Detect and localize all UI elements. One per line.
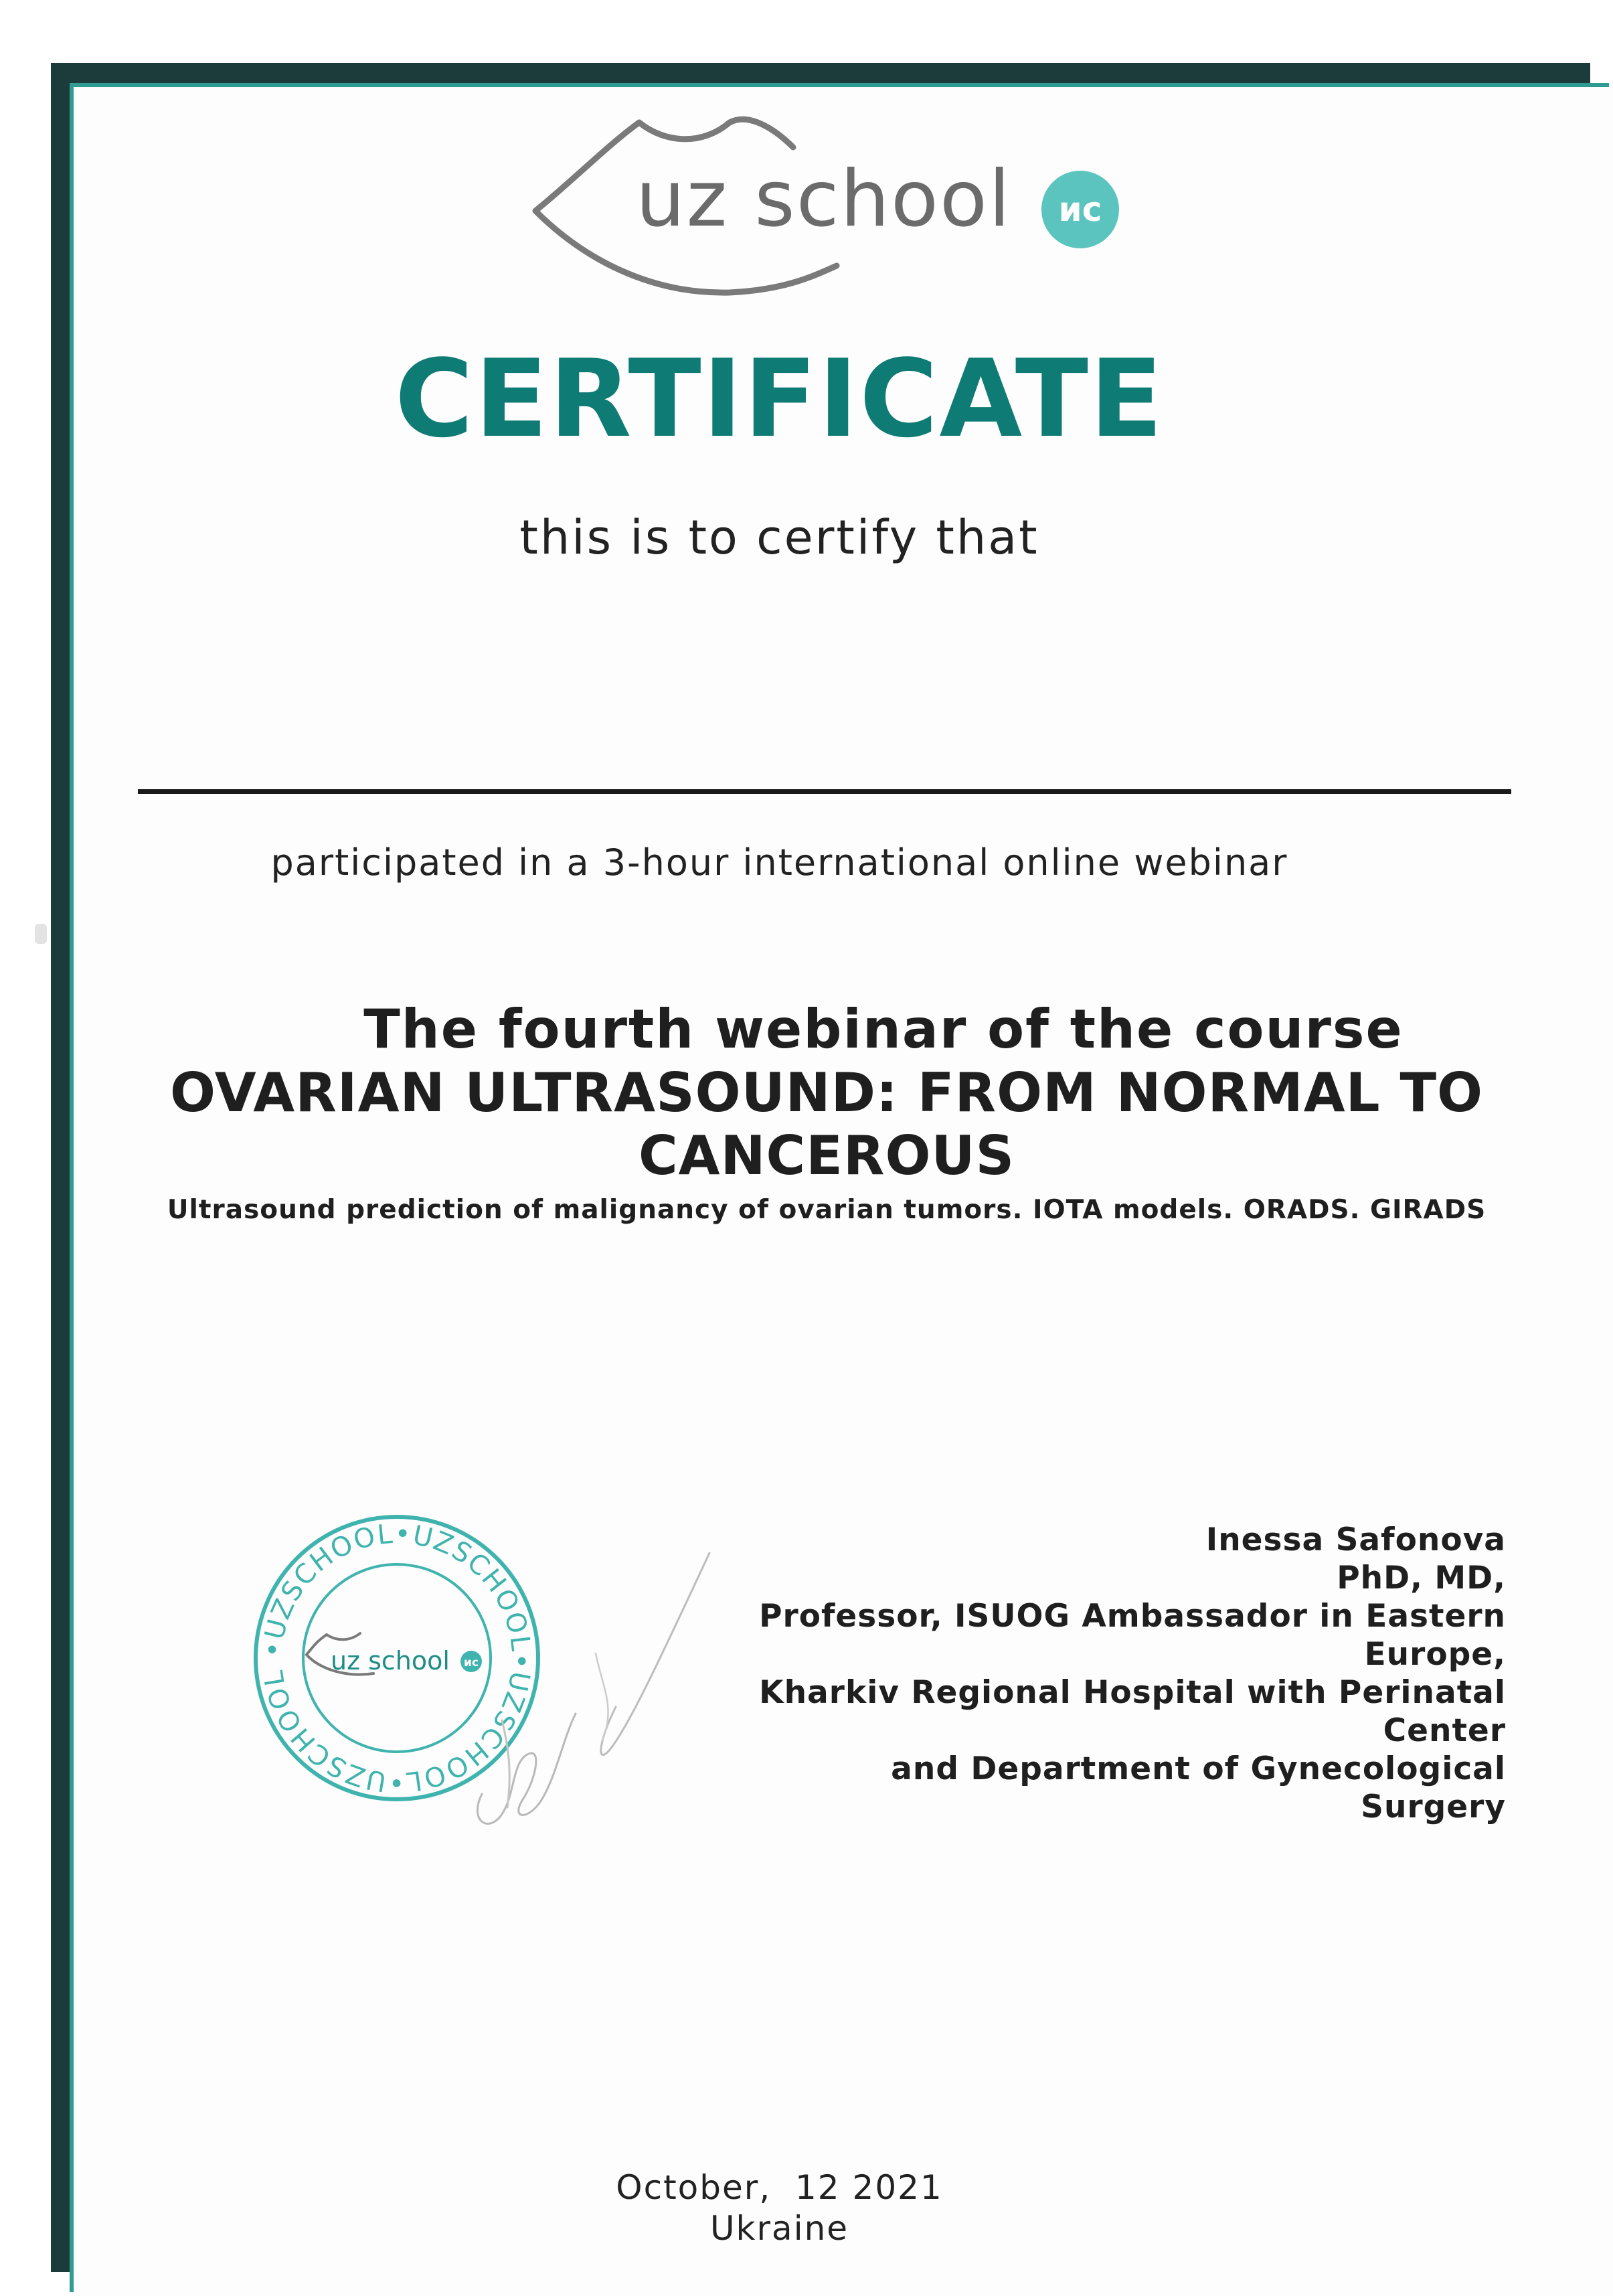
logo-brand-text: uz school xyxy=(636,154,1012,244)
stamp-brand-text: uz school xyxy=(331,1646,450,1675)
course-line-2: OVARIAN ULTRASOUND: FROM NORMAL TO CANCEROUS xyxy=(169,1062,1484,1187)
handwritten-signature-icon xyxy=(462,1540,730,1848)
course-subtitle: Ultrasound prediction of malignancy of ovarian tumors. IOTA models. ORADS. GIRADS xyxy=(167,1195,1487,1225)
recipient-name-line xyxy=(138,789,1511,794)
course-line-1: The fourth webinar of the course xyxy=(363,998,1404,1060)
participation-statement: participated in a 3-hour international online webinar xyxy=(270,841,1288,884)
logo-badge: ис xyxy=(1041,171,1119,248)
course-info xyxy=(100,997,1553,1230)
signer-name: Inessa Safonova xyxy=(1205,1522,1506,1558)
signer-affiliation-line-2: Center xyxy=(1383,1712,1506,1749)
signer-affiliation-line-1: Kharkiv Regional Hospital with Perinatal xyxy=(759,1674,1506,1711)
scan-artifact xyxy=(35,924,47,944)
signer-affiliation-line-3: and Department of Gynecological Surgery xyxy=(891,1750,1506,1825)
signer-title-line-2: Europe, xyxy=(1364,1636,1506,1673)
signer-title-line-1: Professor, ISUOG Ambassador in Eastern xyxy=(759,1598,1506,1635)
stamp-ring-text: •UZSCHOOL•UZSCHOOL•UZSCHOOL•UZSCHOOL xyxy=(257,1518,537,1798)
signer-info xyxy=(736,1521,1506,1826)
certificate-date: October, 12 2021 xyxy=(616,2168,943,2207)
certify-statement: this is to certify that xyxy=(519,510,1039,565)
certificate-title: CERTIFICATE xyxy=(394,336,1165,461)
certificate-place: Ukraine xyxy=(709,2209,849,2248)
signer-degree: PhD, MD, xyxy=(1337,1560,1506,1596)
stamp-badge-text: ис xyxy=(464,1656,479,1669)
